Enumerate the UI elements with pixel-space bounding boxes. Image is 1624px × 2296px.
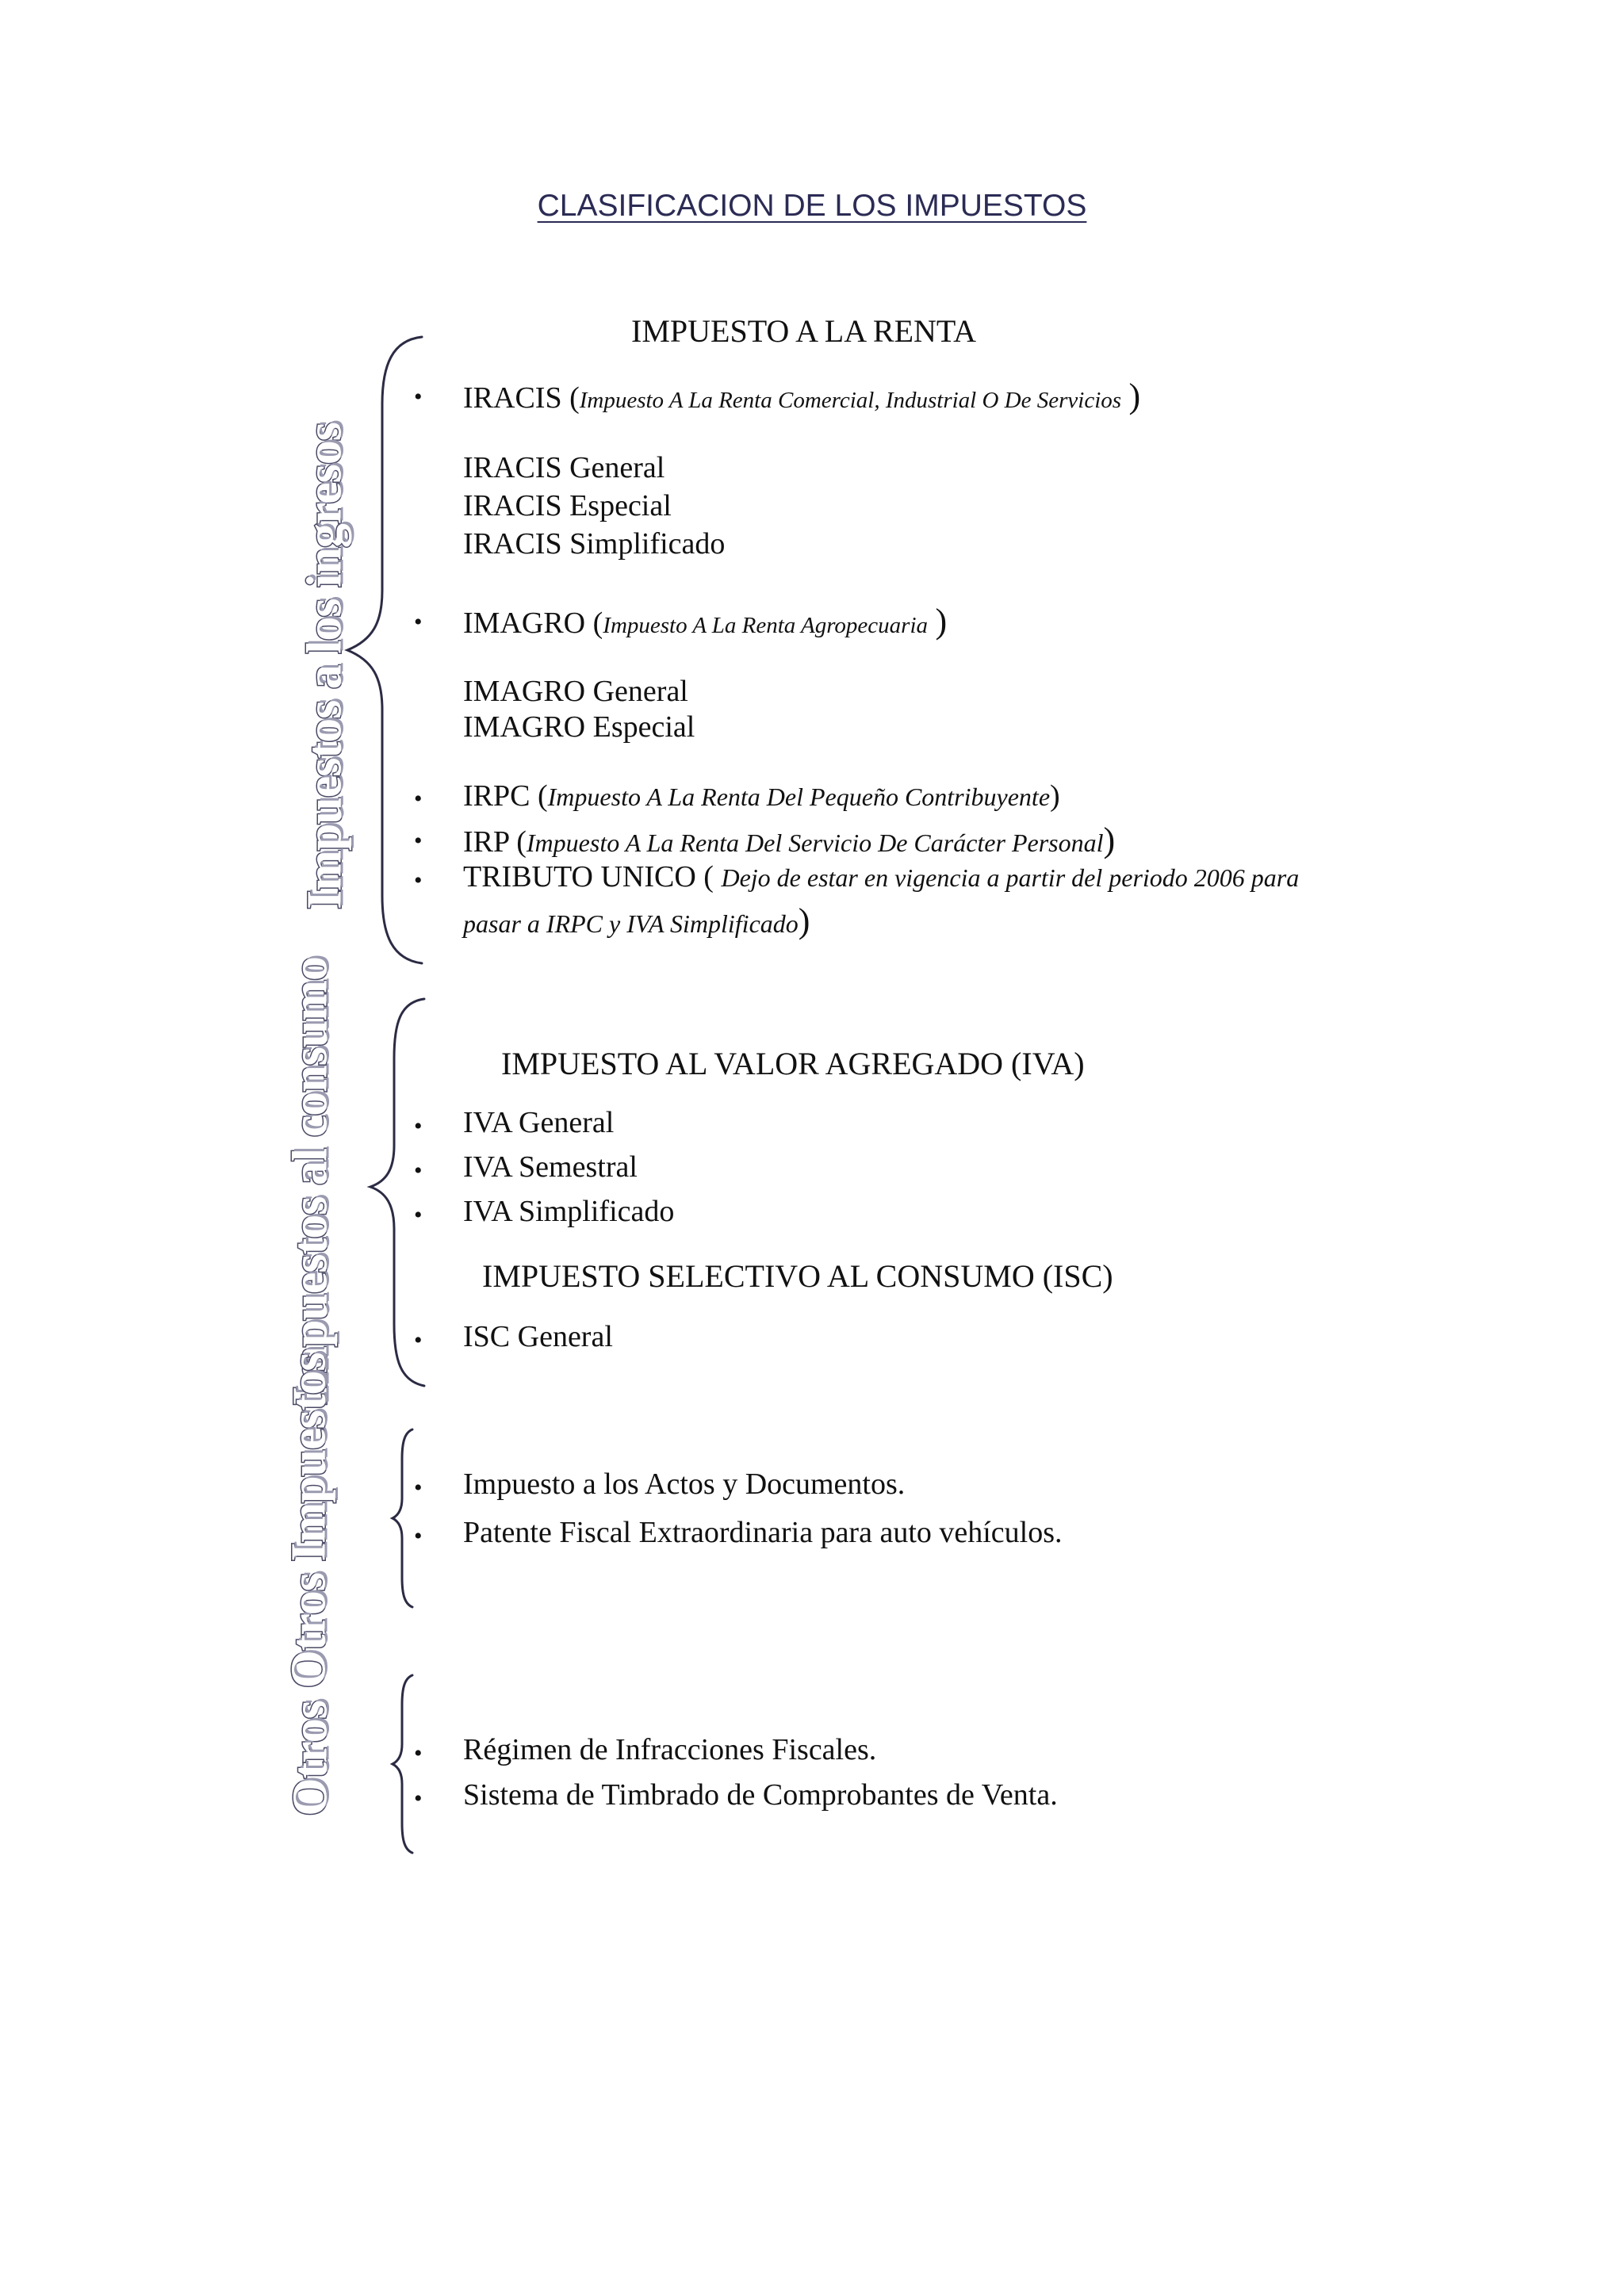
bullet-infracciones: • xyxy=(414,1740,423,1766)
bullet-irpc: • xyxy=(414,786,423,812)
item-timbrado: Sistema de Timbrado de Comprobantes de Venta. xyxy=(463,1778,1058,1812)
bullet-timbrado: • xyxy=(414,1785,423,1812)
brace-consumo xyxy=(361,991,440,1395)
item-patente-fiscal: Patente Fiscal Extraordinaria para auto vehículos. xyxy=(463,1516,1063,1549)
bullet-tributo-unico: • xyxy=(414,867,423,894)
page-title: CLASIFICACION DE LOS IMPUESTOS xyxy=(537,189,1087,223)
bullet-imagro: • xyxy=(414,609,423,635)
document-page: CLASIFICACION DE LOS IMPUESTOS Impuestos a los ingresos IMPUESTO A LA RENTA • IRACIS (Impuesto A La Renta Comercial, Industrial O De Servicios ) IRACIS General IRACIS Especial IRACIS Simplificado • IMAGRO (Impuesto A La Renta Agropecuaria ) IMAGRO General IMAGRO Especial • IRPC (Impuesto A La Renta Del Pequeño Contribuyente) • IRP (Impuesto A La Renta Del Servicio De Carácter Personal) • TRIBUTO UNICO ( Dejo de estar en vigencia a partir del periodo 2006 para pasar a IRPC y IVA Simplificado) Impuestos al consumo IMPUESTO AL VALOR AGREGADO (IVA) • IVA General • IVA Semestral • IVA Simplificado IMPUESTO SELECTIVO AL CONSUMO (ISC) • ISC General Otros Impuestos • Impuesto a los Actos y Documentos. • Patente Fiscal Extraordinaria para auto vehículos. Otros • Régimen de Infracciones Fiscales. • Sistema de Timbrado de Comprobantes de Venta. xyxy=(0,0,1624,2296)
sub-iracis-especial: IRACIS Especial xyxy=(463,489,672,522)
bullet-actos-documentos: • xyxy=(414,1475,423,1501)
item-iracis: IRACIS (Impuesto A La Renta Comercial, Industrial O De Servicios ) xyxy=(463,377,1141,415)
brace-otros-impuestos xyxy=(389,1423,436,1613)
item-imagro: IMAGRO (Impuesto A La Renta Agropecuaria ) xyxy=(463,602,948,641)
brace-otros xyxy=(389,1669,436,1859)
item-iva-semestral: IVA Semestral xyxy=(463,1150,638,1184)
item-actos-documentos: Impuesto a los Actos y Documentos. xyxy=(463,1468,906,1501)
bullet-isc-general: • xyxy=(414,1327,423,1353)
item-irpc: IRPC (Impuesto A La Renta Del Pequeño Contribuyente) xyxy=(463,779,1060,813)
sub-imagro-especial: IMAGRO Especial xyxy=(463,710,695,744)
sub-iracis-general: IRACIS General xyxy=(463,451,665,484)
bullet-irp: • xyxy=(414,828,423,854)
item-iva-simplificado: IVA Simplificado xyxy=(463,1195,675,1228)
item-tributo-unico: TRIBUTO UNICO ( Dejo de estar en vigencia a partir del periodo 2006 para xyxy=(463,860,1300,894)
heading-impuesto-renta: IMPUESTO A LA RENTA xyxy=(631,313,976,349)
sub-imagro-general: IMAGRO General xyxy=(463,675,688,708)
bullet-iva-simplificado: • xyxy=(414,1202,423,1228)
sub-iracis-simplificado: IRACIS Simplificado xyxy=(463,527,726,561)
heading-isc: IMPUESTO SELECTIVO AL CONSUMO (ISC) xyxy=(482,1258,1113,1294)
item-isc-general: ISC General xyxy=(463,1320,613,1353)
heading-iva: IMPUESTO AL VALOR AGREGADO (IVA) xyxy=(501,1046,1085,1081)
item-tributo-unico-cont: pasar a IRPC y IVA Simplificado) xyxy=(463,901,810,940)
item-iva-general: IVA General xyxy=(463,1106,615,1139)
bullet-iracis: • xyxy=(414,384,423,410)
bullet-iva-semestral: • xyxy=(414,1158,423,1184)
item-infracciones: Régimen de Infracciones Fiscales. xyxy=(463,1733,877,1766)
bullet-iva-general: • xyxy=(414,1113,423,1139)
item-irp: IRP (Impuesto A La Renta Del Servicio De Carácter Personal) xyxy=(463,821,1116,859)
bullet-patente-fiscal: • xyxy=(414,1523,423,1549)
